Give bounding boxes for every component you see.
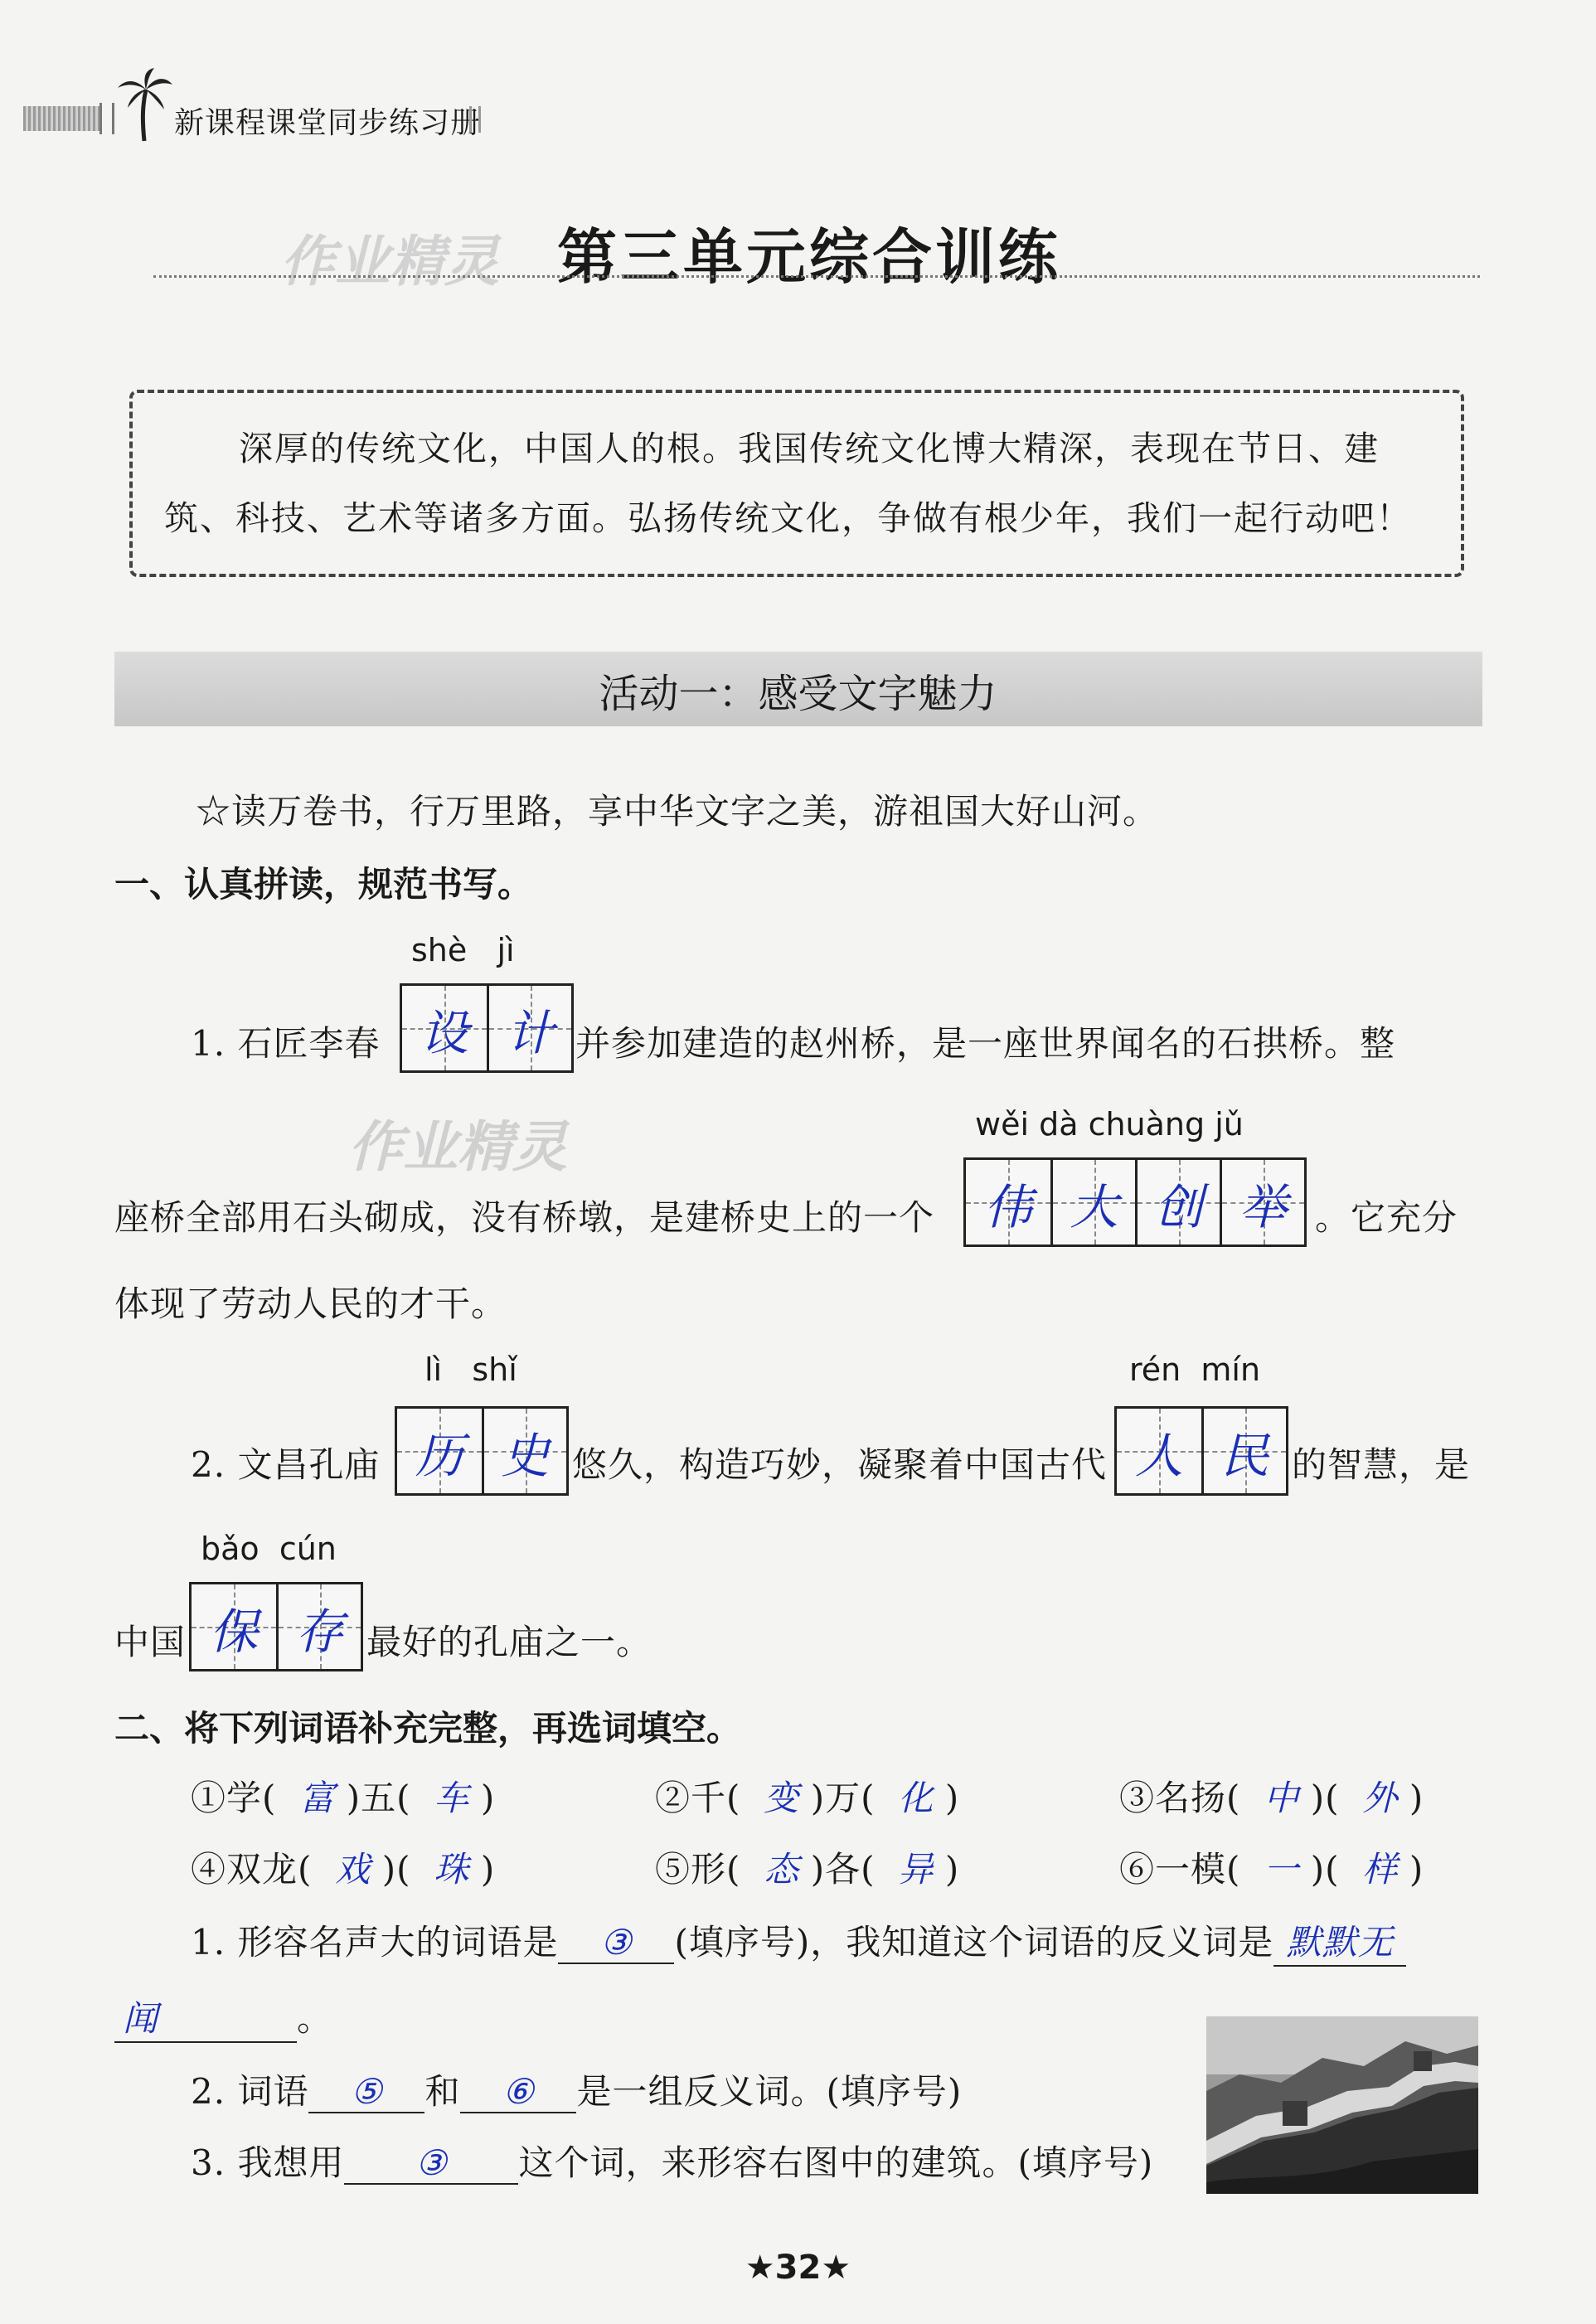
intro-box: [129, 390, 1464, 577]
pinyin: shè jì: [411, 932, 515, 968]
char-grid: [1114, 1406, 1288, 1496]
idiom-answer[interactable]: 车: [434, 1778, 470, 1818]
header-decoration: [23, 106, 99, 131]
answer-char: 保: [209, 1604, 258, 1660]
idiom-item: [1119, 1771, 1424, 1821]
idiom-text: )(: [1310, 1849, 1340, 1890]
text: 词语: [237, 2071, 309, 2112]
question-text: 并参加建造的赵州桥，是一座世界闻名的石拱桥。整: [575, 1023, 1396, 1064]
answer-char: 历: [415, 1428, 463, 1484]
idiom-text: )(: [381, 1849, 411, 1890]
header-end-mark: [469, 106, 481, 133]
question-text: 中国: [114, 1622, 187, 1662]
char-grid: [395, 1406, 569, 1496]
text: 我想用: [237, 2142, 345, 2183]
idiom-item: [1119, 1842, 1424, 1892]
char-cell[interactable]: [966, 1160, 1050, 1244]
idiom-text: )五(: [346, 1778, 411, 1818]
question-text: 座桥全部用石头砌成，没有桥墩，是建桥史上的一个: [114, 1197, 935, 1238]
answer-char: 设: [420, 1005, 468, 1061]
idiom-answer[interactable]: 化: [898, 1778, 934, 1818]
fill-question-1-cont: [114, 1992, 332, 2043]
answer-char: 民: [1220, 1428, 1269, 1484]
pinyin: rén mín: [1129, 1351, 1261, 1388]
book-title: 新课程课堂同步练习册: [174, 106, 482, 140]
motto: ☆读万卷书，行万里路，享中华文字之美，游祖国大好山河。: [196, 791, 1159, 832]
answer-char: 计: [506, 1005, 555, 1061]
question-text: 。它充分: [1315, 1197, 1458, 1238]
idiom-answer[interactable]: 戏: [335, 1849, 371, 1890]
answer-char: 创: [1154, 1179, 1203, 1235]
idiom-number: ②: [655, 1778, 691, 1818]
idiom-answer[interactable]: 异: [898, 1849, 934, 1890]
idiom-text: )(: [1310, 1778, 1340, 1818]
text: (填序号)，我知道这个词语的反义词是: [674, 1922, 1274, 1963]
text: 。: [297, 1998, 333, 2039]
char-cell[interactable]: [487, 986, 571, 1070]
char-cell[interactable]: [1201, 1409, 1286, 1493]
answer-char: 存: [295, 1604, 344, 1660]
idiom-text: 形(: [691, 1849, 741, 1890]
idiom-number: ⑤: [655, 1849, 691, 1890]
intro-line-1: 深厚的传统文化，中国人的根。我国传统文化博大精深，表现在节日、建: [239, 429, 1380, 468]
question-number: 3.: [191, 2142, 226, 2183]
idiom-number: ⑥: [1119, 1849, 1156, 1890]
char-cell[interactable]: [482, 1409, 566, 1493]
answer-char: 大: [1070, 1179, 1118, 1235]
text: 文昌孔庙: [237, 1444, 381, 1485]
text: 石匠李春: [237, 1023, 381, 1064]
section2-heading: 二、将下列词语补充完整，再选词填空。: [114, 1708, 742, 1749]
idiom-answer[interactable]: 态: [764, 1849, 800, 1890]
answer-blank[interactable]: ⑤: [308, 2071, 424, 2113]
great-wall-photo: [1206, 2016, 1478, 2194]
idiom-answer[interactable]: 中: [1264, 1778, 1300, 1818]
char-grid: [963, 1157, 1307, 1247]
idiom-answer[interactable]: 珠: [434, 1849, 470, 1890]
section1-heading: 一、认真拼读，规范书写。: [114, 864, 533, 905]
question-number: 1.: [191, 1023, 226, 1064]
question-text: 体现了劳动人民的才干。: [114, 1283, 507, 1324]
question-text: 的智慧，是: [1292, 1444, 1471, 1485]
char-cell[interactable]: [192, 1584, 276, 1669]
answer-blank[interactable]: ⑥: [460, 2071, 576, 2113]
header-divider: [99, 103, 114, 134]
palm-tree-icon: [114, 66, 174, 143]
char-cell[interactable]: [1117, 1409, 1201, 1493]
char-grid: [400, 983, 574, 1073]
char-cell[interactable]: [1050, 1160, 1135, 1244]
question-number: 2.: [191, 2071, 226, 2112]
question-number: 1.: [191, 1922, 226, 1963]
char-cell[interactable]: [1135, 1160, 1220, 1244]
watermark: 作业精灵: [280, 230, 499, 294]
text: 这个词，来形容右图中的建筑。(填序号): [518, 2142, 1154, 2183]
activity-title: 活动一：感受文字魅力: [599, 671, 997, 717]
watermark: 作业精灵: [348, 1115, 567, 1179]
text: 是一组反义词。(填序号): [576, 2071, 963, 2112]
idiom-item: [655, 1771, 959, 1821]
pinyin: bǎo cún: [201, 1531, 337, 1567]
answer-char: 人: [1134, 1428, 1183, 1484]
idiom-number: ③: [1119, 1778, 1156, 1818]
char-cell[interactable]: [397, 1409, 482, 1493]
idiom-text: )万(: [810, 1778, 876, 1818]
idiom-text: ): [944, 1778, 960, 1818]
answer-blank[interactable]: 闻: [114, 1992, 297, 2043]
idiom-item: [191, 1771, 495, 1821]
idiom-text: 双龙(: [226, 1849, 313, 1890]
idiom-item: [191, 1842, 495, 1892]
idiom-text: 学(: [226, 1778, 277, 1818]
answer-blank[interactable]: ③: [344, 2142, 518, 2185]
idiom-text: ): [1409, 1849, 1424, 1890]
idiom-text: ): [944, 1849, 960, 1890]
char-cell[interactable]: [276, 1584, 361, 1669]
answer-blank[interactable]: ③: [558, 1922, 674, 1964]
char-grid: [189, 1582, 363, 1671]
question-text: 悠久，构造巧妙，凝聚着中国古代: [572, 1444, 1108, 1485]
idiom-text: ): [480, 1778, 496, 1818]
answer-char: 伟: [983, 1179, 1032, 1235]
idiom-answer[interactable]: 样: [1362, 1849, 1399, 1890]
fill-question-2: [191, 2064, 962, 2114]
idiom-number: ④: [191, 1849, 227, 1890]
idiom-answer[interactable]: 一: [1264, 1849, 1300, 1890]
title-divider: [153, 275, 1480, 278]
page-title: 第三单元综合训练: [557, 221, 1062, 292]
idiom-number: ①: [191, 1778, 227, 1818]
idiom-answer[interactable]: 外: [1362, 1778, 1399, 1818]
answer-char: 史: [501, 1428, 550, 1484]
pinyin: wěi dà chuàng jǔ: [975, 1106, 1244, 1143]
idiom-answer[interactable]: 富: [299, 1778, 336, 1818]
question-number: 2.: [191, 1444, 226, 1485]
text: 和: [424, 2071, 461, 2112]
text: 形容名声大的词语是: [237, 1922, 559, 1963]
idiom-item: [655, 1842, 959, 1892]
idiom-text: 名扬(: [1155, 1778, 1241, 1818]
page-number: ★32★: [745, 2249, 851, 2287]
answer-char: 举: [1239, 1179, 1288, 1235]
char-cell[interactable]: [1220, 1160, 1304, 1244]
fill-question-1: [191, 1915, 1406, 1967]
char-cell[interactable]: [402, 986, 487, 1070]
idiom-text: ): [1409, 1778, 1424, 1818]
idiom-text: 一模(: [1155, 1849, 1241, 1890]
idiom-text: 千(: [691, 1778, 741, 1818]
idiom-text: )各(: [810, 1849, 876, 1890]
fill-question-3: [191, 2136, 1153, 2186]
idiom-text: ): [480, 1849, 496, 1890]
question-text: [191, 1016, 380, 1066]
intro-line-2: 筑、科技、艺术等诸多方面。弘扬传统文化，争做有根少年，我们一起行动吧！: [164, 498, 1412, 538]
question-text: [191, 1438, 380, 1487]
question-text: 最好的孔庙之一。: [366, 1622, 652, 1662]
pinyin: lì shǐ: [424, 1351, 517, 1388]
idiom-answer[interactable]: 变: [764, 1778, 800, 1818]
answer-blank[interactable]: 默默无: [1273, 1915, 1406, 1967]
